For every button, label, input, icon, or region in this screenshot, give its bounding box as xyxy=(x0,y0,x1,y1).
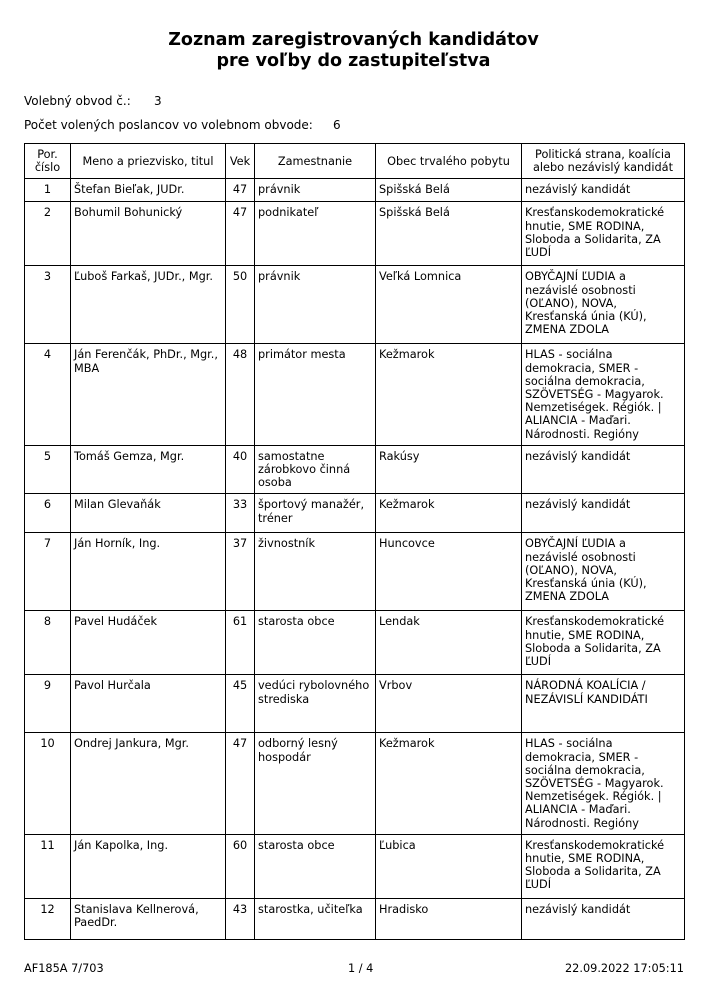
candidates-table xyxy=(24,143,685,940)
cell-party: OBYČAJNÍ ĽUDIA a nezávislé osobnosti (OĽANO), NOVA, Kresťanská únia (KÚ), ZMENA ZDOLA xyxy=(522,266,685,344)
table-row xyxy=(25,533,685,611)
cell-job: starosta obce xyxy=(255,611,376,675)
cell-age: 47 xyxy=(226,733,255,834)
table-row xyxy=(25,675,685,733)
footer-datetime: 22.09.2022 17:05:11 xyxy=(564,962,684,975)
cell-party: nezávislý kandidát xyxy=(522,179,685,202)
header-age: Vek xyxy=(226,144,255,179)
cell-num: 11 xyxy=(25,834,71,898)
cell-age: 37 xyxy=(226,533,255,611)
table-row xyxy=(25,611,685,675)
cell-name: Bohumil Bohunický xyxy=(71,202,226,266)
cell-job: právnik xyxy=(255,266,376,344)
cell-party: OBYČAJNÍ ĽUDIA a nezávislé osobnosti (OĽANO), NOVA, Kresťanská únia (KÚ), ZMENA ZDOLA xyxy=(522,533,685,611)
table-row xyxy=(25,733,685,834)
cell-num: 9 xyxy=(25,675,71,733)
cell-job: športový manažér, tréner xyxy=(255,494,376,533)
title-line-1: Zoznam zaregistrovaných kandidátov xyxy=(168,30,539,50)
cell-age: 43 xyxy=(226,898,255,939)
cell-town: Vrbov xyxy=(376,675,522,733)
cell-town: Hradisko xyxy=(376,898,522,939)
cell-name: Tomáš Gemza, Mgr. xyxy=(71,445,226,494)
cell-age: 33 xyxy=(226,494,255,533)
cell-name: Stanislava Kellnerová, PaedDr. xyxy=(71,898,226,939)
cell-num: 4 xyxy=(25,344,71,445)
cell-job: samostatne zárobkovo činná osoba xyxy=(255,445,376,494)
table-row xyxy=(25,898,685,939)
header-name: Meno a priezvisko, titul xyxy=(71,144,226,179)
seats-line xyxy=(24,118,341,132)
table-header-row xyxy=(25,144,685,179)
seats-label: Počet volených poslancov vo volebnom obvode: xyxy=(24,118,313,132)
cell-name: Ján Ferenčák, PhDr., Mgr., MBA xyxy=(71,344,226,445)
cell-job: živnostník xyxy=(255,533,376,611)
title-line-2: pre voľby do zastupiteľstva xyxy=(216,51,491,71)
cell-name: Štefan Bieľak, JUDr. xyxy=(71,179,226,202)
document-title xyxy=(0,30,707,72)
footer-page: 1 / 4 xyxy=(348,962,374,975)
cell-party: Kresťanskodemokratické hnutie, SME RODINA, Sloboda a Solidarita, ZA ĽUDÍ xyxy=(522,202,685,266)
cell-name: Ľuboš Farkaš, JUDr., Mgr. xyxy=(71,266,226,344)
table-row xyxy=(25,494,685,533)
cell-job: podnikateľ xyxy=(255,202,376,266)
cell-town: Kežmarok xyxy=(376,344,522,445)
header-town: Obec trvalého pobytu xyxy=(376,144,522,179)
cell-town: Ľubica xyxy=(376,834,522,898)
cell-age: 60 xyxy=(226,834,255,898)
cell-age: 47 xyxy=(226,179,255,202)
cell-town: Kežmarok xyxy=(376,494,522,533)
cell-job: starostka, učiteľka xyxy=(255,898,376,939)
cell-num: 7 xyxy=(25,533,71,611)
cell-num: 10 xyxy=(25,733,71,834)
cell-town: Kežmarok xyxy=(376,733,522,834)
cell-name: Ján Kapolka, Ing. xyxy=(71,834,226,898)
cell-job: odborný lesný hospodár xyxy=(255,733,376,834)
table-row xyxy=(25,202,685,266)
cell-party: nezávislý kandidát xyxy=(522,445,685,494)
cell-party: NÁRODNÁ KOALÍCIA / NEZÁVISLÍ KANDIDÁTI xyxy=(522,675,685,733)
cell-job: primátor mesta xyxy=(255,344,376,445)
cell-num: 3 xyxy=(25,266,71,344)
table-row xyxy=(25,179,685,202)
cell-age: 40 xyxy=(226,445,255,494)
cell-num: 6 xyxy=(25,494,71,533)
cell-party: HLAS - sociálna demokracia, SMER - sociálna demokracia, SZÖVETSÉG - Magyarok. Nemzetiségek. Régiók. | ALIANCIA - Maďari. Národnosti. Regióny xyxy=(522,344,685,445)
cell-party: nezávislý kandidát xyxy=(522,898,685,939)
cell-job: vedúci rybolovného strediska xyxy=(255,675,376,733)
cell-party: nezávislý kandidát xyxy=(522,494,685,533)
district-label: Volebný obvod č.: xyxy=(24,94,131,108)
footer-code: AF185A 7/703 xyxy=(24,962,104,975)
cell-age: 47 xyxy=(226,202,255,266)
cell-age: 61 xyxy=(226,611,255,675)
header-party: Politická strana, koalícia alebo nezávislý kandidát xyxy=(522,144,685,179)
cell-town: Veľká Lomnica xyxy=(376,266,522,344)
cell-age: 50 xyxy=(226,266,255,344)
cell-town: Huncovce xyxy=(376,533,522,611)
header-job: Zamestnanie xyxy=(255,144,376,179)
cell-party: Kresťanskodemokratické hnutie, SME RODINA, Sloboda a Solidarita, ZA ĽUDÍ xyxy=(522,834,685,898)
seats-value: 6 xyxy=(333,118,341,132)
cell-num: 12 xyxy=(25,898,71,939)
cell-name: Ondrej Jankura, Mgr. xyxy=(71,733,226,834)
cell-name: Pavel Hudáček xyxy=(71,611,226,675)
header-num: Por. číslo xyxy=(25,144,71,179)
cell-age: 45 xyxy=(226,675,255,733)
cell-party: Kresťanskodemokratické hnutie, SME RODINA, Sloboda a Solidarita, ZA ĽUDÍ xyxy=(522,611,685,675)
district-line xyxy=(24,94,162,108)
table-row xyxy=(25,834,685,898)
cell-name: Ján Horník, Ing. xyxy=(71,533,226,611)
cell-name: Milan Glevaňák xyxy=(71,494,226,533)
cell-job: právnik xyxy=(255,179,376,202)
cell-party: HLAS - sociálna demokracia, SMER - sociálna demokracia, SZÖVETSÉG - Magyarok. Nemzetiségek. Régiók. | ALIANCIA - Maďari. Národnosti. Regióny xyxy=(522,733,685,834)
district-value: 3 xyxy=(154,94,162,108)
cell-num: 5 xyxy=(25,445,71,494)
cell-num: 2 xyxy=(25,202,71,266)
cell-town: Spišská Belá xyxy=(376,202,522,266)
table-row xyxy=(25,344,685,445)
cell-town: Lendak xyxy=(376,611,522,675)
cell-job: starosta obce xyxy=(255,834,376,898)
cell-age: 48 xyxy=(226,344,255,445)
table-row xyxy=(25,445,685,494)
table-row xyxy=(25,266,685,344)
cell-town: Rakúsy xyxy=(376,445,522,494)
cell-num: 8 xyxy=(25,611,71,675)
cell-name: Pavol Hurčala xyxy=(71,675,226,733)
cell-town: Spišská Belá xyxy=(376,179,522,202)
cell-num: 1 xyxy=(25,179,71,202)
